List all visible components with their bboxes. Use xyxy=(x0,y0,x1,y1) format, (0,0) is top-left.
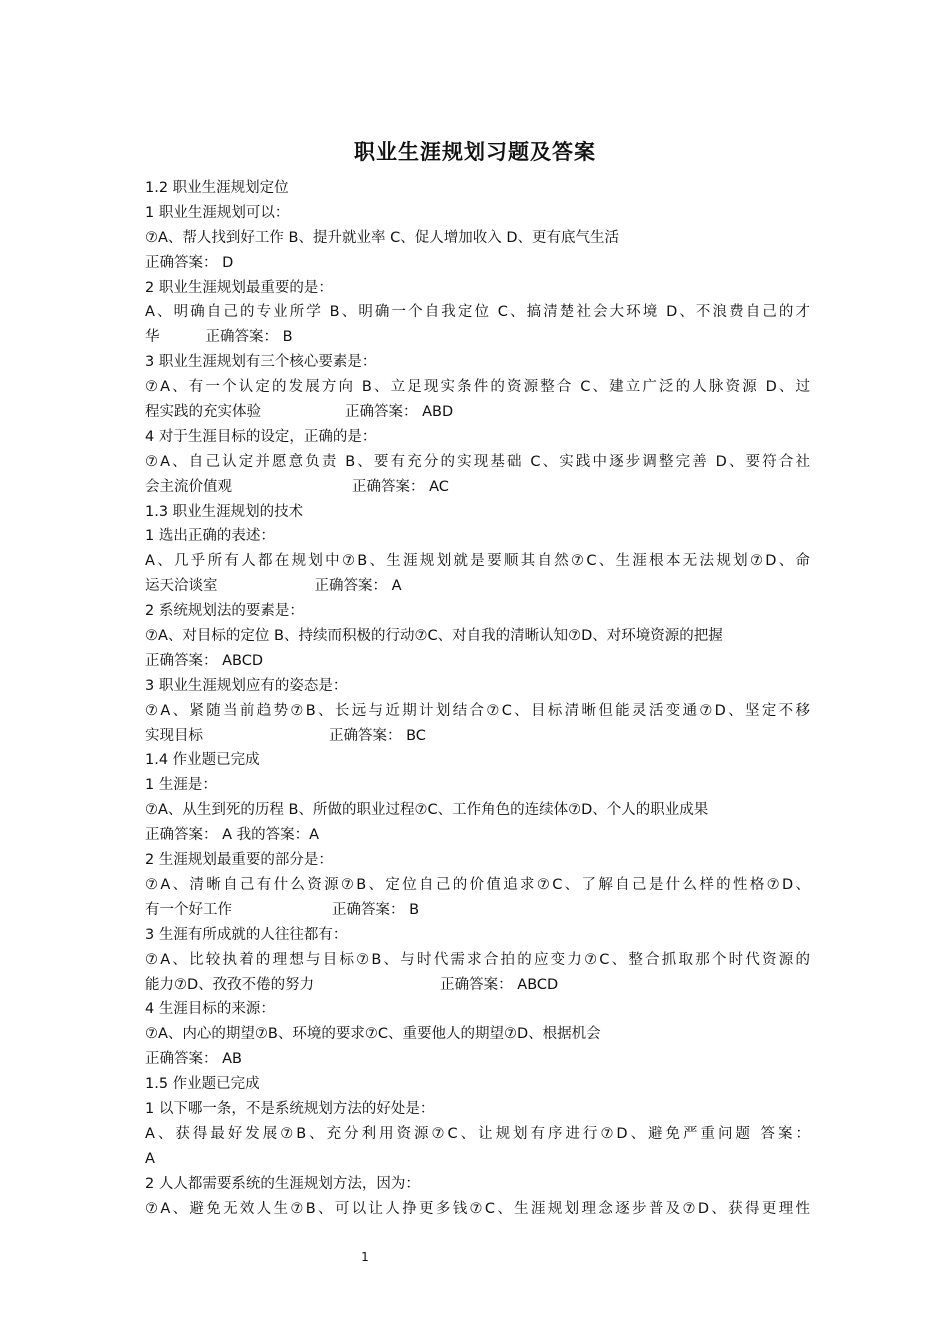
text-line xyxy=(145,549,810,574)
answer-text: 正确答案： AC xyxy=(352,478,449,495)
line-text: 正确答案： ABCD xyxy=(145,652,264,669)
line-text: 4 对于生涯目标的设定，正确的是： xyxy=(145,428,377,445)
text-line xyxy=(145,773,810,798)
text-line xyxy=(145,400,810,425)
answer-text: 正确答案： B xyxy=(205,329,293,346)
text-line xyxy=(145,1047,810,1072)
text-line xyxy=(145,176,810,201)
text-line xyxy=(145,325,810,350)
line-text: 3 职业生涯规划有三个核心要素是： xyxy=(145,354,377,371)
line-text: 3 职业生涯规划应有的姿态是： xyxy=(145,677,348,694)
text-line xyxy=(145,973,810,998)
line-text: 1.4 作业题已完成 xyxy=(145,752,260,769)
line-text: A xyxy=(145,1150,155,1167)
text-line xyxy=(145,997,810,1022)
line-text: A、获得最好发展⑦B、充分利用资源⑦C、让规划有序进行⑦D、避免严重问题 答案： xyxy=(145,1125,810,1142)
line-text: 4 生涯目标的来源： xyxy=(145,1001,275,1018)
line-text: ⑦A、从生到死的历程 B、所做的职业过程⑦C、工作角色的连续体⑦D、个人的职业成果 xyxy=(145,802,709,819)
text-line xyxy=(145,898,810,923)
document-body xyxy=(145,176,810,1221)
text-line xyxy=(145,574,810,599)
text-line xyxy=(145,823,810,848)
line-text: 2 职业生涯规划最重要的是： xyxy=(145,279,333,296)
answer-text: 正确答案： ABD xyxy=(345,404,454,421)
line-text: 2 系统规划法的要素是： xyxy=(145,603,304,620)
line-text: ⑦A、清晰自己有什么资源⑦B、定位自己的价值追求⑦C、了解自己是什么样的性格⑦D、 xyxy=(145,876,810,893)
line-text: ⑦A、帮人找到好工作 B、提升就业率 C、促人增加收入 D、更有底气生活 xyxy=(145,229,619,246)
line-text: 能力⑦D、孜孜不倦的努力 xyxy=(145,976,315,993)
text-line xyxy=(145,450,810,475)
text-line xyxy=(145,1197,810,1222)
answer-text: 正确答案： ABCD xyxy=(440,976,559,993)
line-text: ⑦A、内心的期望⑦B、环境的要求⑦C、重要他人的期望⑦D、根据机会 xyxy=(145,1026,601,1043)
text-line xyxy=(145,375,810,400)
text-line xyxy=(145,500,810,525)
line-text: 1.2 职业生涯规划定位 xyxy=(145,180,289,196)
text-line xyxy=(145,1147,810,1172)
line-text: ⑦A、有一个认定的发展方向 B、立足现实条件的资源整合 C、建立广泛的人脉资源 D、过 xyxy=(145,379,810,396)
line-text: ⑦A、避免无效人生⑦B、可以让人挣更多钱⑦C、生涯规划理念逐步普及⑦D、获得更理性 xyxy=(145,1200,810,1217)
line-text: 实现目标 xyxy=(145,727,203,744)
text-line xyxy=(145,1022,810,1047)
line-text: ⑦A、比较执着的理想与目标⑦B、与时代需求合拍的应变力⑦C、整合抓取那个时代资源的 xyxy=(145,951,810,968)
line-text: 正确答案： AB xyxy=(145,1051,242,1068)
line-text: 运天洽谈室 xyxy=(145,578,218,595)
line-text: 有一个好工作 xyxy=(145,901,232,918)
line-text: 程实践的充实体验 xyxy=(145,404,261,421)
text-line xyxy=(145,923,810,948)
line-text: 1 生涯是： xyxy=(145,777,217,794)
line-text: 1 选出正确的表述： xyxy=(145,528,275,545)
text-line xyxy=(145,350,810,375)
line-text: 2 人人都需要系统的生涯规划方法，因为： xyxy=(145,1175,420,1192)
text-line xyxy=(145,425,810,450)
line-text: 3 生涯有所成就的人往往都有： xyxy=(145,926,348,943)
text-line xyxy=(145,674,810,699)
line-text: 1 以下哪一条，不是系统规划方法的好处是： xyxy=(145,1100,435,1117)
text-line xyxy=(145,599,810,624)
line-text: 1.3 职业生涯规划的技术 xyxy=(145,503,304,520)
text-line xyxy=(145,201,810,226)
line-text: ⑦A、紧随当前趋势⑦B、长远与近期计划结合⑦C、目标清晰但能灵活变通⑦D、坚定不移 xyxy=(145,702,810,719)
text-line xyxy=(145,873,810,898)
text-line xyxy=(145,1097,810,1122)
answer-text: 正确答案： BC xyxy=(329,727,426,744)
line-text: A、几乎所有人都在规划中⑦B、生涯规划就是要顺其自然⑦C、生涯根本无法规划⑦D、命 xyxy=(145,553,810,570)
line-text: 2 生涯规划最重要的部分是： xyxy=(145,852,333,869)
line-text: ⑦A、自己认定并愿意负责 B、要有充分的实现基础 C、实践中逐步调整完善 D、要符合社 xyxy=(145,453,810,470)
answer-text: 正确答案： A xyxy=(314,578,402,595)
text-line xyxy=(145,1172,810,1197)
answer-text: 正确答案： B xyxy=(332,901,420,918)
line-text: 正确答案： A 我的答案：A xyxy=(145,827,320,844)
line-text: 正确答案： D xyxy=(145,254,234,271)
text-line xyxy=(145,724,810,749)
text-line xyxy=(145,699,810,724)
text-line xyxy=(145,649,810,674)
text-line xyxy=(145,251,810,276)
line-text: 1.5 作业题已完成 xyxy=(145,1076,260,1093)
text-line xyxy=(145,748,810,773)
text-line xyxy=(145,524,810,549)
line-text: 华 xyxy=(145,329,160,346)
line-text: A、明确自己的专业所学 B、明确一个自我定位 C、搞清楚社会大环境 D、不浪费自己的才 xyxy=(145,304,810,321)
text-line xyxy=(145,798,810,823)
text-line xyxy=(145,848,810,873)
text-line xyxy=(145,226,810,251)
text-line xyxy=(145,300,810,325)
text-line xyxy=(145,1122,810,1147)
text-line xyxy=(145,1072,810,1097)
text-line xyxy=(145,948,810,973)
document-title: 职业生涯规划习题及答案 xyxy=(354,139,596,164)
text-line xyxy=(145,276,810,301)
line-text: 会主流价值观 xyxy=(145,478,232,495)
text-line xyxy=(145,624,810,649)
line-text: 1 职业生涯规划可以： xyxy=(145,204,290,221)
line-text: ⑦A、对目标的定位 B、持续而积极的行动⑦C、对自我的清晰认知⑦D、对环境资源的把握 xyxy=(145,628,723,645)
text-line xyxy=(145,475,810,500)
page-number: 1 xyxy=(361,1250,369,1264)
